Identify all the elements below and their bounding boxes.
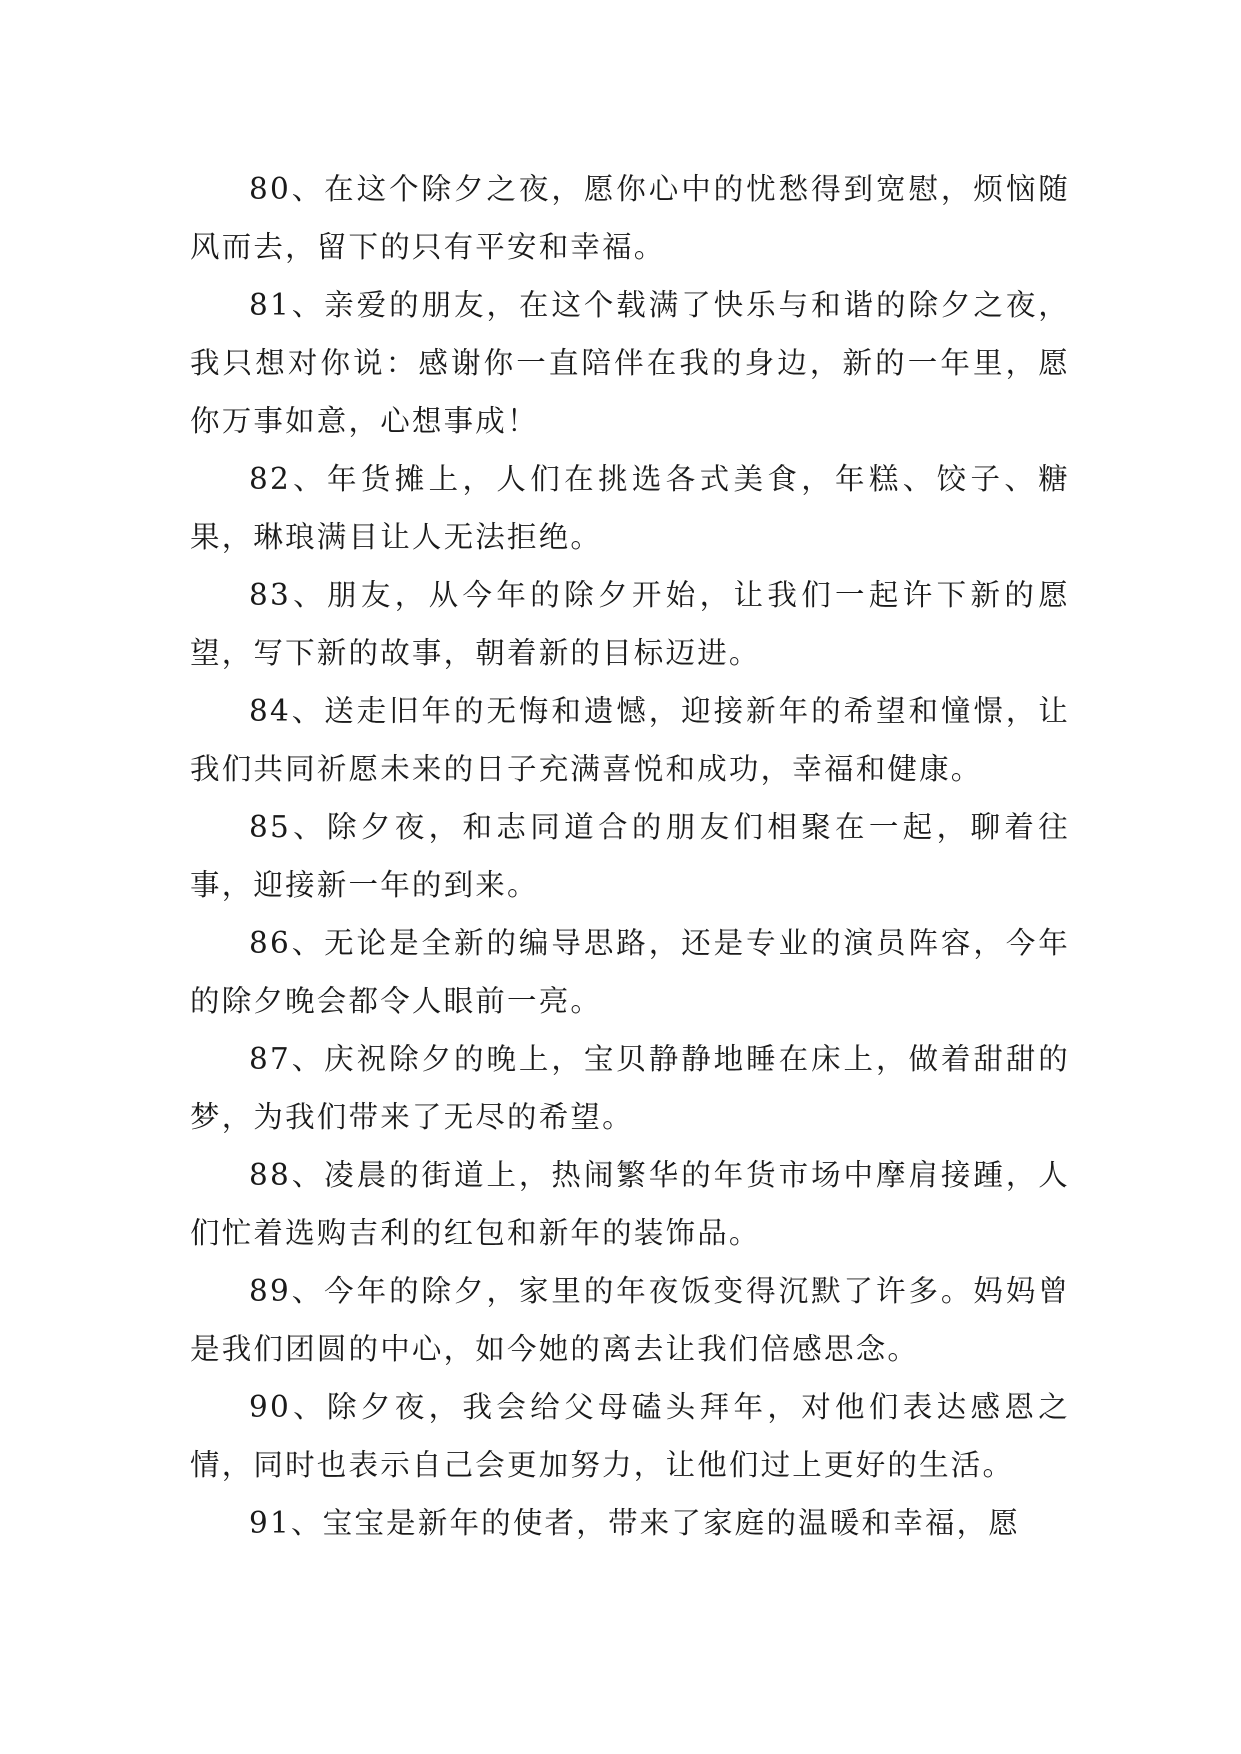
paragraph-85: 85、除夕夜，和志同道合的朋友们相聚在一起，聊着往事，迎接新一年的到来。 [190,810,1070,902]
paragraph-87: 87、庆祝除夕的晚上，宝贝静静地睡在床上，做着甜甜的梦，为我们带来了无尽的希望。 [190,1042,1070,1134]
paragraph-91: 91、宝宝是新年的使者，带来了家庭的温暖和幸福，愿 [249,1506,1021,1540]
paragraph-81: 81、亲爱的朋友，在这个载满了快乐与和谐的除夕之夜，我只想对你说：感谢你一直陪伴在我的身边，新的一年里，愿你万事如意，心想事成！ [190,288,1070,438]
paragraph-89: 89、今年的除夕，家里的年夜饭变得沉默了许多。妈妈曾是我们团圆的中心，如今她的离去让我们倍感思念。 [190,1274,1070,1366]
paragraph-90: 90、除夕夜，我会给父母磕头拜年，对他们表达感恩之情，同时也表示自己会更加努力，让他们过上更好的生活。 [190,1390,1070,1482]
paragraph-86: 86、无论是全新的编导思路，还是专业的演员阵容，今年的除夕晚会都令人眼前一亮。 [190,926,1070,1018]
paragraph-88: 88、凌晨的街道上，热闹繁华的年货市场中摩肩接踵，人们忙着选购吉利的红包和新年的装饰品。 [190,1158,1070,1250]
document-body [190,160,1070,1552]
paragraph-83: 83、朋友，从今年的除夕开始，让我们一起许下新的愿望，写下新的故事，朝着新的目标迈进。 [190,578,1070,670]
paragraph-80: 80、在这个除夕之夜，愿你心中的忧愁得到宽慰，烦恼随风而去，留下的只有平安和幸福。 [190,172,1070,264]
paragraph-84: 84、送走旧年的无悔和遗憾，迎接新年的希望和憧憬，让我们共同祈愿未来的日子充满喜悦和成功，幸福和健康。 [190,694,1070,786]
paragraph-82: 82、年货摊上，人们在挑选各式美食，年糕、饺子、糖果，琳琅满目让人无法拒绝。 [190,462,1070,554]
